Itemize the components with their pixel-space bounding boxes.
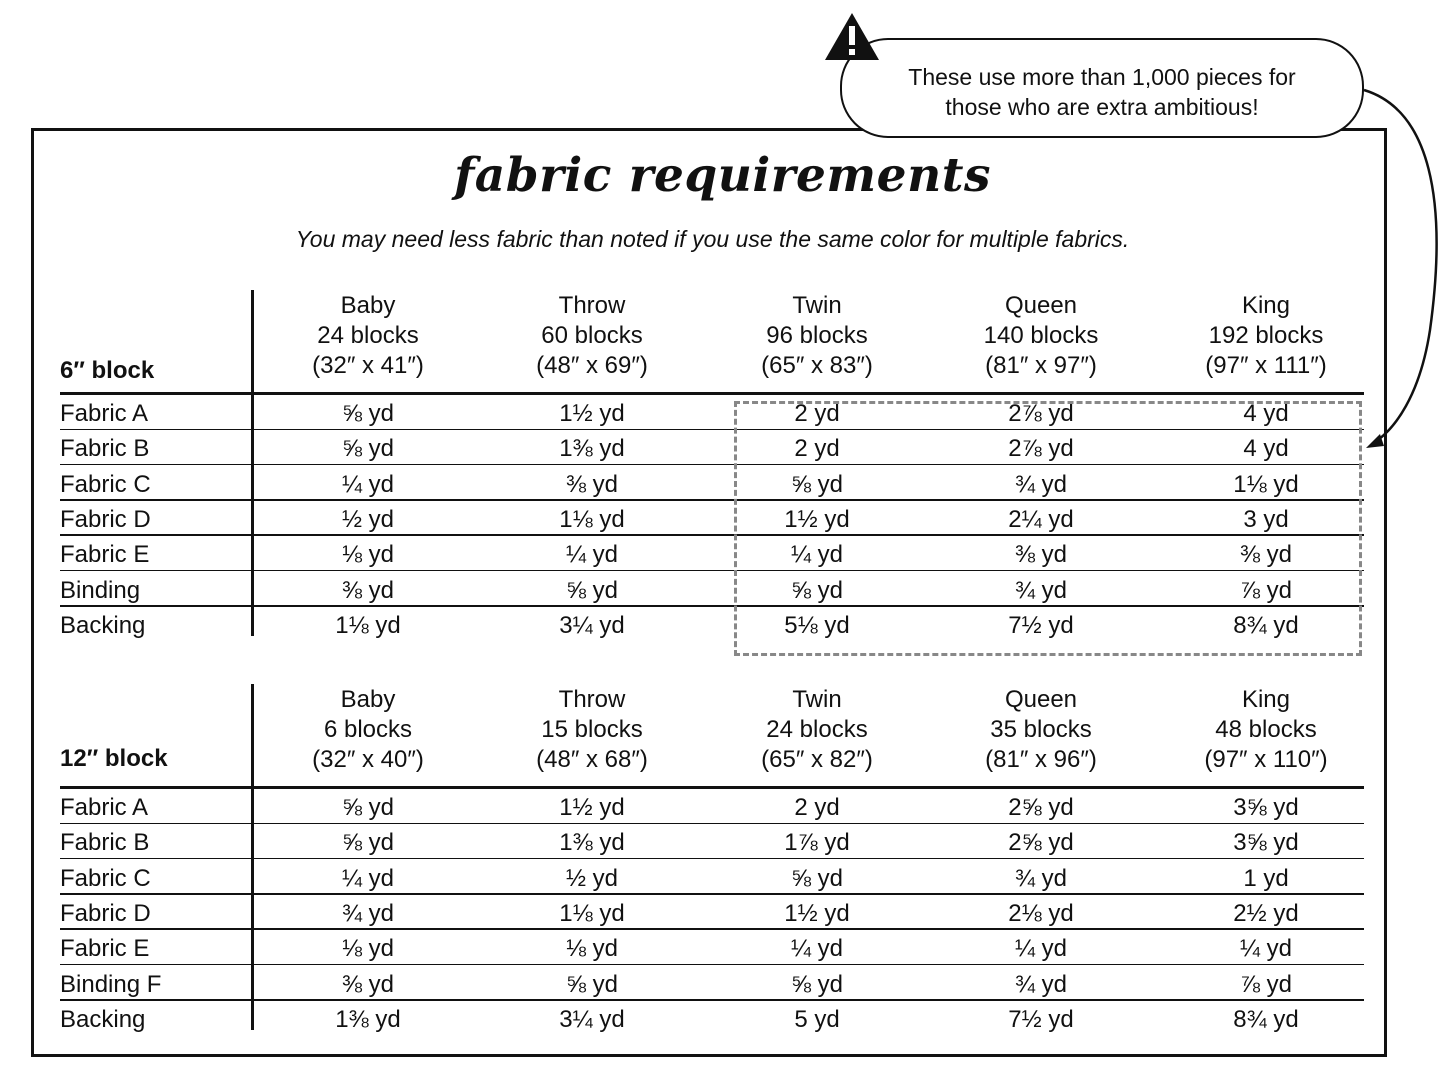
- table-cell: ⅛ yd: [341, 541, 395, 569]
- row-label: Fabric D: [60, 899, 151, 927]
- column-header-blocks: 192 blocks: [1208, 322, 1324, 349]
- table-cell: ⅜ yd: [341, 576, 395, 604]
- row-label: Fabric A: [60, 400, 149, 427]
- column-header-blocks: 24 blocks: [317, 322, 419, 349]
- column-header-blocks: 24 blocks: [766, 716, 868, 743]
- column-header-name: Queen: [1004, 686, 1078, 713]
- table-cell: ¾ yd: [341, 899, 395, 927]
- table-cell: ¾ yd: [1014, 864, 1068, 892]
- row-label: Backing: [60, 1005, 146, 1033]
- warning-triangle-icon: [822, 10, 882, 64]
- row-label: Binding F: [60, 970, 162, 998]
- table-cell: 2⅛ yd: [1008, 899, 1074, 927]
- table-cell: ¼ yd: [341, 864, 395, 892]
- callout-line-1: These use more than 1,000 pieces for: [908, 64, 1296, 90]
- table-cell: 1⅜ yd: [559, 829, 625, 857]
- row-label: Fabric C: [60, 864, 151, 892]
- row-label: Fabric A: [60, 794, 149, 821]
- block-size-label: 6″ block: [60, 357, 155, 384]
- table-cell: 1½ yd: [784, 505, 850, 533]
- table-cell: 1⅛ yd: [1233, 470, 1299, 498]
- table-cell: 1 yd: [1243, 864, 1289, 892]
- table-cell: 1⅜ yd: [559, 435, 625, 463]
- table-cell: ⅞ yd: [1239, 576, 1293, 604]
- table-cell: 5 yd: [794, 1005, 840, 1033]
- table-cell: ¼ yd: [341, 470, 395, 498]
- column-header-size: (32″ x 40″): [312, 746, 424, 773]
- table-cell: 2⅞ yd: [1008, 435, 1074, 463]
- column-header-size: (32″ x 41″): [312, 352, 424, 379]
- table-cell: 7½ yd: [1008, 1005, 1074, 1033]
- table-cell: 5⅛ yd: [784, 611, 850, 639]
- table-cell: ¼ yd: [790, 935, 844, 963]
- table-cell: 2⅝ yd: [1008, 794, 1074, 821]
- table-cell: ⅝ yd: [341, 435, 395, 463]
- table-cell: ⅜ yd: [341, 970, 395, 998]
- column-header-size: (48″ x 68″): [536, 746, 648, 773]
- table-cell: 4 yd: [1243, 400, 1289, 427]
- table-cell: 1½ yd: [559, 794, 625, 821]
- table-cell: ⅝ yd: [341, 794, 395, 821]
- table-cell: 1½ yd: [784, 899, 850, 927]
- table-cell: 8¾ yd: [1233, 1005, 1299, 1033]
- table-cell: ½ yd: [565, 864, 619, 892]
- row-label: Fabric B: [60, 435, 150, 463]
- table-cell: ¾ yd: [1014, 576, 1068, 604]
- table-cell: 2 yd: [794, 435, 840, 463]
- row-label: Fabric B: [60, 829, 150, 857]
- table-cell: 4 yd: [1243, 435, 1289, 463]
- table-cell: ⅞ yd: [1239, 970, 1293, 998]
- column-header-name: Throw: [558, 292, 626, 319]
- table-cell: ⅝ yd: [565, 970, 619, 998]
- column-header-size: (97″ x 110″): [1204, 746, 1328, 773]
- block-size-label: 12″ block: [60, 745, 168, 772]
- table-cell: 1⅛ yd: [559, 899, 625, 927]
- table-cell: ⅝ yd: [790, 970, 844, 998]
- table-cell: 2 yd: [794, 794, 840, 821]
- column-header-blocks: 15 blocks: [541, 716, 643, 743]
- callout-line-2: those who are extra ambitious!: [945, 94, 1259, 120]
- row-label: Backing: [60, 611, 146, 639]
- table-cell: ⅜ yd: [565, 470, 619, 498]
- table-cell: 1½ yd: [559, 400, 625, 427]
- table-cell: ⅝ yd: [341, 400, 395, 427]
- table-cell: 1⅜ yd: [335, 1005, 401, 1033]
- table-cell: ⅝ yd: [790, 470, 844, 498]
- table-cell: 3¼ yd: [559, 611, 625, 639]
- callout-bubble: [840, 38, 1364, 138]
- row-label: Fabric D: [60, 505, 151, 533]
- row-label: Fabric E: [60, 935, 150, 963]
- column-header-blocks: 35 blocks: [990, 716, 1092, 743]
- column-header-size: (65″ x 82″): [761, 746, 873, 773]
- column-header-name: Twin: [792, 292, 842, 319]
- row-label: Binding: [60, 576, 141, 604]
- column-header-size: (97″ x 111″): [1205, 352, 1327, 379]
- table-cell: 1⅛ yd: [335, 611, 401, 639]
- page-title: fabric requirements: [454, 148, 991, 203]
- table-cell: 1⅛ yd: [559, 505, 625, 533]
- table-cell: 3 yd: [1243, 505, 1289, 533]
- table-cell: ¼ yd: [1014, 935, 1068, 963]
- table-cell: ⅜ yd: [1014, 541, 1068, 569]
- column-header-blocks: 140 blocks: [983, 322, 1099, 349]
- column-header-size: (48″ x 69″): [536, 352, 648, 379]
- column-header-blocks: 6 blocks: [323, 716, 413, 743]
- column-header-size: (65″ x 83″): [761, 352, 873, 379]
- row-label: Fabric C: [60, 470, 151, 498]
- column-header-name: Twin: [792, 686, 842, 713]
- table-cell: 8¾ yd: [1233, 611, 1299, 639]
- table-cell: ⅝ yd: [790, 576, 844, 604]
- row-label: Fabric E: [60, 541, 150, 569]
- column-header-blocks: 96 blocks: [766, 322, 868, 349]
- table-cell: 2¼ yd: [1008, 505, 1074, 533]
- page-subtitle: You may need less fabric than noted if you use the same color for multiple fabrics.: [295, 226, 1130, 252]
- table-cell: ⅛ yd: [565, 935, 619, 963]
- column-header-name: Baby: [340, 686, 396, 713]
- column-header-size: (81″ x 97″): [985, 352, 1097, 379]
- table-cell: ⅛ yd: [341, 935, 395, 963]
- table-cell: 2⅝ yd: [1008, 829, 1074, 857]
- table-cell: 7½ yd: [1008, 611, 1074, 639]
- table-cell: ¼ yd: [1239, 935, 1293, 963]
- table-cell: ¾ yd: [1014, 470, 1068, 498]
- column-header-size: (81″ x 96″): [985, 746, 1097, 773]
- table-cell: ⅝ yd: [341, 829, 395, 857]
- column-header-blocks: 48 blocks: [1215, 716, 1317, 743]
- table-cell: 2½ yd: [1233, 899, 1299, 927]
- column-header-name: Queen: [1004, 292, 1078, 319]
- table-cell: ¼ yd: [790, 541, 844, 569]
- table-cell: ¾ yd: [1014, 970, 1068, 998]
- table-cell: 3¼ yd: [559, 1005, 625, 1033]
- table-cell: 1⅞ yd: [784, 829, 850, 857]
- table-cell: 2 yd: [794, 400, 840, 427]
- column-header-blocks: 60 blocks: [541, 322, 643, 349]
- table-cell: 3⅝ yd: [1233, 794, 1299, 821]
- table-cell: ½ yd: [341, 505, 395, 533]
- table-cell: ¼ yd: [565, 541, 619, 569]
- table-cell: ⅜ yd: [1239, 541, 1293, 569]
- table-cell: ⅝ yd: [790, 864, 844, 892]
- table-cell: ⅝ yd: [565, 576, 619, 604]
- column-header-name: King: [1241, 686, 1291, 713]
- column-header-name: Throw: [558, 686, 626, 713]
- column-header-name: King: [1241, 292, 1291, 319]
- column-header-name: Baby: [340, 292, 396, 319]
- table-cell: 3⅝ yd: [1233, 829, 1299, 857]
- table-cell: 2⅞ yd: [1008, 400, 1074, 427]
